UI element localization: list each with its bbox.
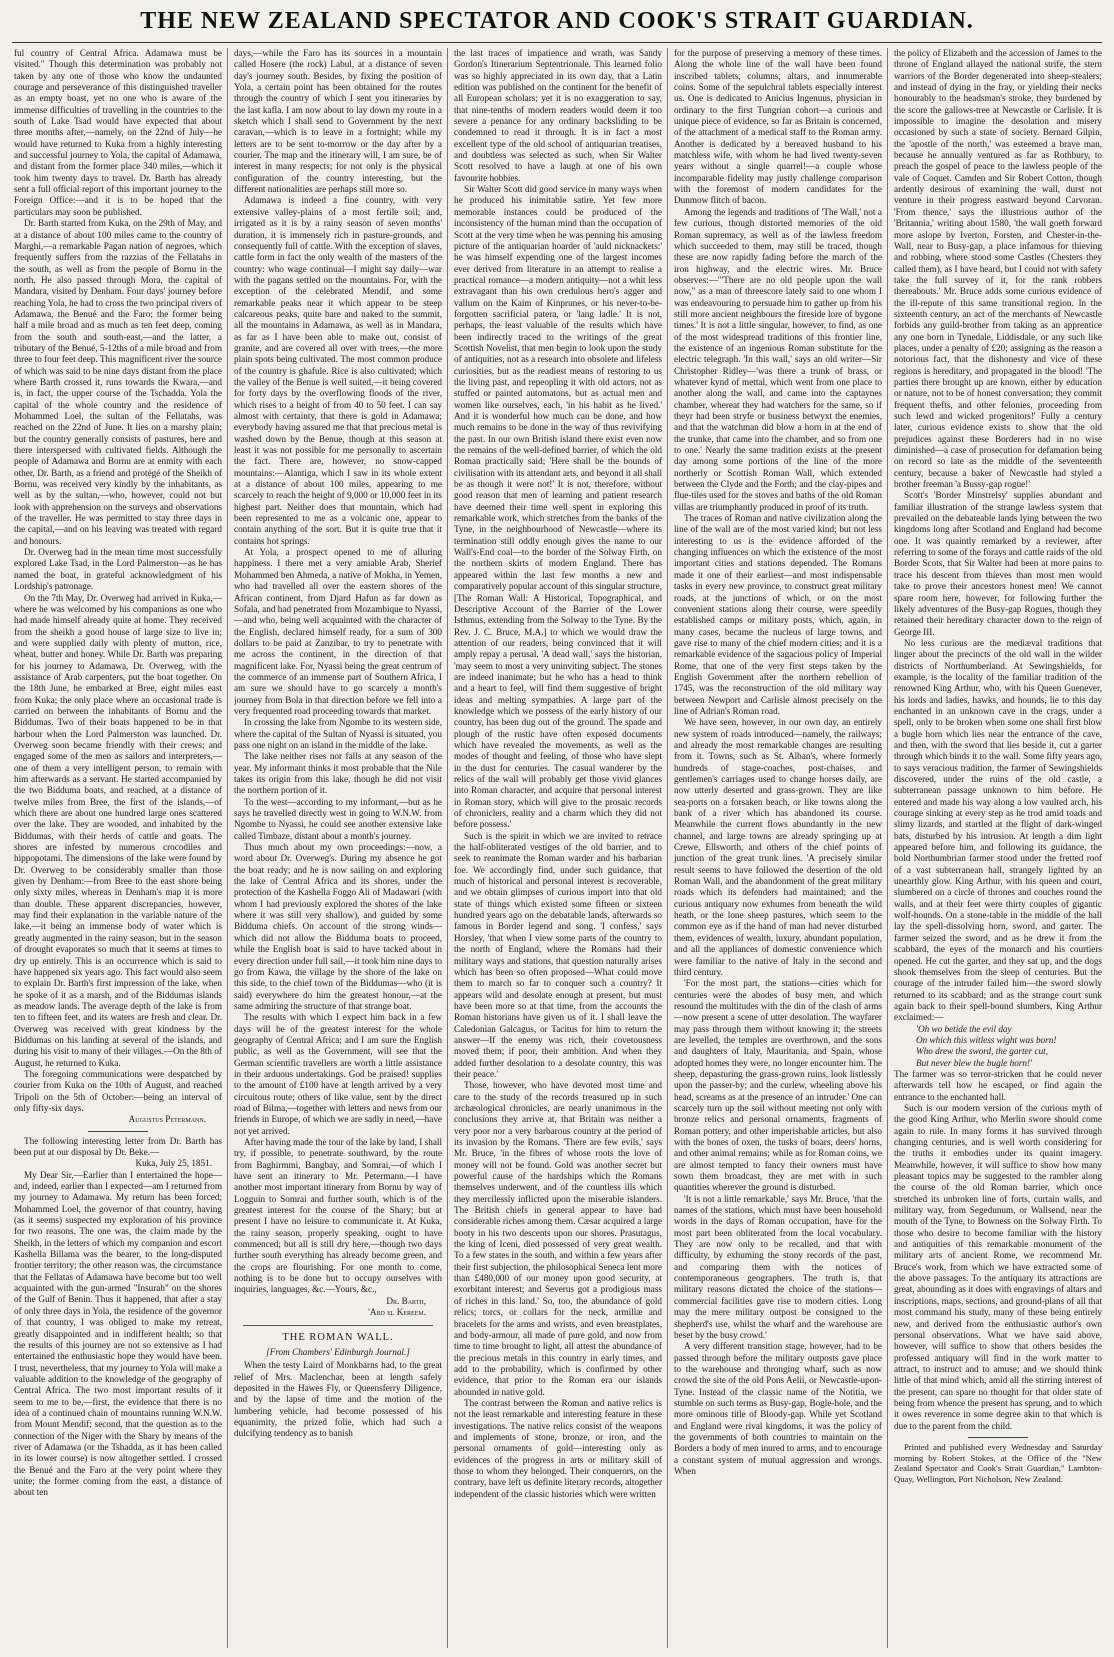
signature: Augustus Petermann.: [128, 1114, 206, 1125]
paragraph: To the west—according to my informant,—but as he says he travelled directly west in going to W.N.W. from Ngombe to Nyassi, he could see another extensive lake called Timbaze, distant about a month's journey.: [234, 796, 442, 841]
paragraph: After having made the tour of the lake by land, I shall try, if possible, to penetrate southward, by the route from Baghirmmi, Bangbay, and Somrai,—of which I have sent an itinerary to Mr. Petermann.—I have another most important itinerary from Bornu by way of Logguin to Somrai and further south, which is of the greatest interest for the course of the Shary; but at present I have no leisure to communicate it. At Kuka, the rainy season, properly speaking, ought to have commenced; but all is still dry here,—though two days further south everything has already become green, and the crops are flourishing. For one month to come, nothing is to be done but to occupy ourselves with inquiries, languages, &c.—Yours, &c.,: [234, 1137, 442, 1295]
column-4: [674, 48, 882, 1648]
paragraph: Dr. Barth started from Kuka, on the 29th of May, and at a distance of about 100 miles came to the country of Marghi,—a remarkable Pagan nation of negroes, which frequently suffers from the razzias of the Fellatahs in the south, as well as from the people of Bornu in the north. He also passed through Mora, the capital of Mandara, visited by Denham. Four days' journey before reaching Yola, he had to cross the two principal rivers of Adamawa, the Benué and the Faro; the former being half a mile broad and as much as ten feet deep, coming from the south and south-east,—and the latter, a tributary of the Benué, 5-12ths of a mile broad and from three to four feet deep. This magnificent river the source of which was said to be nine days distant from the place where Barth crossed it, runs towards the Kwara,—and is, in fact, the upper course of the Tschadda. Yola the capital of the whole country and the residence of Mohammed Loel, the sultan of the Fellatahs, was reached on the 22nd of June. It lies on a marshy plain; but the country generally consists of pastures, here and there interspersed with cultivated fields. Although the people of Adamawa and Bornu are at enmity with each other, Dr. Barth, as a friend and protégé of the Sheikh of Bornu, was received very kindly by the inhabitants, as well as by the sultan,—who, however, could not but look with apprehension on the surveys and observations of the traveller. He was permitted to stay three days in the capital,—and on his leaving was treated with regard and honours.: [14, 218, 222, 546]
column-divider: [227, 48, 228, 1648]
paragraph: Such is our modern version of the curious myth of the good King Arthur, who Merlin swore should come again to rule. In many forms it has survived through changing centuries, and is well worth considering for the truths it embodies under its quaint imagery. Meanwhile, however, it will suffice to show how many pleasant topics may be suggested to the rambler along the course of the old Roman barrier, which once stretched its unbroken line of forts, curtain walls, and military way, from Segedunum, or Wallsend, near the mouth of the Tyne, to Bowness on the Solway Firth. To those who desire to become familiar with the history and antiquities of this remarkable monument of the military arts of ancient Rome, we recommend Mr. Bruce's work, from which we have extracted some of the above passages. To the antiquary its attractions are great, abounding as it does with engravings of altars and inscriptions, maps, sections, and ground-plans of all that most command his study, many of these being entirely new, and derived from the enthusiastic author's own personal observations. What we have said above, however, will suffice to show that others besides the professed antiquary will find in the work matter to attract, to instruct and to amuse; and we should think little of that mind which, amid all the stirring interest of the present, can spare no thought for that older state of being from whence the present has sprung, and to which it owes reverence in some degree akin to that which is due to the parent from the child.: [894, 1102, 1102, 1431]
paragraph: Such is the spirit in which we are invited to retrace the half-obliterated vestiges of the old barrier, and to seek to reanimate the Roman warder and his barbarian foe. We accordingly find, under such guidance, that much of historical and personal interest is recoverable, and we obtain glimpses of curious import into that old state of things which existed some fifteen or sixteen hundred years ago on the debatable lands, afterwards so famous in Border legend and song. 'I confess,' says Horsley, 'that when I view some parts of the country to the north of England, where the Romans had their military ways and stations, that question naturally arises which has been so often proposed—What could move them to march so far to conquer such a country? It appears wild and desolate enough at present, but must have been more so at that time, from the accounts the Roman historians have given us of it. I shall leave the Caledonian Galcagus, or Tacitus for him to return the answer—If the enemy was rich, their covetousness moved them; if poor, their ambition. And when they added further desolation to a desolate country, this was their peace.': [454, 830, 662, 1079]
paragraph: The traces of Roman and native civilization along the line of the wall are of the most varied kind; but not less interesting to us is the evidence afforded of the changing influences on which the existence of the most important cities and stations depended. The Romans made it one of their earliest—and most indispensable tasks in every new province, to construct great military roads, at the junctions of which, or on the most convenient stations along their course, were speedily established camps or military posts, which, again, in many cases, became the nucleus of large towns, and gave rise to many of the chief modern cities; and it is a remarkable evidence of the sagacious policy of Imperial Rome, that one of the very first steps taken by the English Government after the northern rebellion of 1745, was the reconstruction of the old military way between Newport and Carlisle almost precisely on the line of Adrian's Roman road.: [674, 513, 882, 716]
section-rule: [88, 1131, 148, 1132]
paragraph: days,—while the Faro has its sources in a mountain called Hosere (the rock) Labul, at a distance of seven day's journey south. Besides, by fixing the position of Yola, a certain point has been obtained for the routes through the country of which I sent you itineraries by the last kafla. I am now about to lay down my route in a sketch which I shall send to Government by the next caravan,—which is to leave in a fortnight; while my letters are to be sent to-morrow or the day after by a courier. The map and the itinerary will, I am sure, be of interest in many respects; for not only is the physical configuration of the country interesting, but the different nationalities are perhaps still more so.: [234, 48, 442, 195]
column-2: [234, 48, 442, 1648]
verse-line: 'Oh wo betide the evil day: [916, 1023, 1012, 1034]
paragraph: Dr. Overweg had in the mean time most successfully explored Lake Tsad, in the Lord Palmerston—as he has named the boat, in grateful acknowledgment of his Lordship's patronage.: [14, 547, 222, 592]
section-rule: [243, 1325, 433, 1326]
paragraph: The results with which I expect him back in a few days will be of the greatest interest for the whole geography of Central Africa; and I am sure the English public, as well as the Government, will see that the German scientific travellers are worth a little assistance in their arduous undertakings. God be praised! supplies to the amount of £100 have at length arrived by a very circuitous route; others of like value, sent by the direct road of Bilma,—together with letters and news from our friends in Europe, of which we are sadly in need,—have not yet arrived.: [234, 1012, 442, 1136]
paragraph: We have seen, however, in our own day, an entirely new system of roads introduced—namely, the railways; and already the most remarkable changes are resulting from it. Towns, such as St. Alban's, where formerly hundreds of stage-coaches, post-chaises, and gentlemen's carriages used to change horses daily, are now utterly deserted and grass-grown. They are like sea-ports on a forsaken beach, or like towns along the bank of a river which has abandoned its course. Meanwhile the current flows abundantly in the new channel, and large towns are already springing up at Crewe, Ellsworth, and others of the chief points of junction of the great trunk lines. 'A precisely similar result seems to have followed the desertion of the old Roman Wall, and the abandonment of the great military roads which its defenders had maintained; and the curious antiquary now exhumes from beneath the wild heath, or the lone sheep pastures, which seem to the common eye as if the hand of man had never disturbed them, evidences of wealth, luxury, abundant population, and all the appliances of domestic convenience which were familiar to the native of Italy in the second and third century.: [674, 717, 882, 977]
column-1: [14, 48, 222, 1648]
article-source: [From Chambers' Edinburgh Journal.]: [266, 1346, 410, 1357]
paragraph: 'It is not a little remarkable,' says Mr. Bruce, 'that the names of the stations, which must have been household words in the days of Roman occupation, have for the most part been obliterated from the local vocabulary. They are now only to be recalled, and that with difficulty, by exhuming the stony records of the past, and comparing them with the notices of contemporaneous geographers. The truth is, that military reasons dictated the choice of the stations—commercial facilities gave rise to modern cities. Long may the mere military outpost be consigned to the shepherd's use, whilst the wharf and the warehouse are beset by the busy crowd.': [674, 1193, 882, 1340]
paragraph: Scott's 'Border Minstrelsy' supplies abundant and familiar illustration of the strange lawless system that prevailed on the debateable lands lying between the two kingdoms long after Scotland and England had become one. It was quaintly remarked by a reviewer, after referring to some of the forays and cattle raids of the old Border Scots, that Sir Walter had been at more pains to trace his descent from thieves than most men would take to prove their ancestors honest men! We cannot spare room here, however, for following further the likely adventures of the Busy-gap Rogues, though they retained their hereditary character down to the reign of George III.: [894, 490, 1102, 637]
imprint: Printed and published every Wednesday and Saturday morning by Robert Stokes, at the Office of the "New Zealand Spectator and Cook's Strait Guardian," Lambton-Quay, Wellington, Port Nicholson, New Zealand.: [894, 1441, 1102, 1484]
verse-line: But never blew the bugle horn!': [916, 1057, 1033, 1068]
verse-line: Who drew the sword, the garter cut,: [916, 1046, 1049, 1057]
column-divider: [887, 48, 888, 1648]
paragraph: The contrast between the Roman and native relics is not the least remarkable and interesting feature in these investigations. The native relics consist of the weapons and implements of stone, bronze, or iron, and the personal ornaments of gold—interesting only as evidences of the progress in arts or military skill of those to whom they belonged. Their conquerors, on the contrary, have left us definite literary records, altogether independent of the classic histories which were written: [454, 1397, 662, 1499]
column-5: [894, 48, 1102, 1648]
section-rule: [968, 1437, 1028, 1438]
paragraph: the policy of Elizabeth and the accession of James to the throne of England allayed the national strife, the stern warriors of the Border degenerated into sheep-stealers; and instead of dying in the fray, or yielding their necks honourably to the headsman's stroke, they burdened by the score the gallows-tree at Newcastle or Carlisle. It is impossible to imagine the desolation and misery occasioned by such a state of society. Bernard Gilpin, the 'apostle of the north,' was esteemed a brave man, because he annually ventured as far as Rothbury, to preach the gospel of peace to the lawless people of the vale of Coquet. Camden and Sir Robert Cotton, though ardently desirous of examining the wall, durst not venture in their progress eastward beyond Carvoran. 'From thence,' says the illustrious author of the 'Britannia,' writing about 1580, 'the wall goeth forward more aslope by Iverton, Forsten, and Chester-in-the-Wall, near to Busy-gap, a place infamous for thieving and robbing, where stood some Castles (Chesters they called them), as I have heard, but I could not with safety take the full survey of it, for the rank robbers thereabouts.' Mr. Bruce adds some curious evidence of the ill-repute of this same transitional region. In the sixteenth century, an act of the merchants of Newcastle forbids any guild-brother from taking as an apprentice any one born in Tynedale, Liddisdale, or any such like places, under a penalty of £20; assigning as the reason a notorious fact, that the dishonesty and vice of these regions is hereditary, and propagated in the blood! 'The parties there brought up are known, either by education or nature, not to be of honest conversation; they commit frequent thefts, and other felonies, proceeding from such lewd and wicked progenitors!' Fully a century later, curious evidence exists to show that the old prejudices against these Borderers had in no wise diminished—a case of prosecution for defamation being on record so late as the middle of the seventeenth century, because a baker of Newcastle had styled a brother freeman 'a Bussy-gap rogue!': [894, 48, 1102, 490]
paragraph: for the purpose of preserving a memory of these times. Along the whole line of the wall have been found inscribed tablets, columns, altars, and innumerable coins. Some of the sepulchral tablets especially interest us. One is dedicated to Anicius Ingenuus, physician in ordinary to the first Tungrian cohort—a curious and unique piece of evidence, so far as Britain is concerned, of the attachment of a medical staff to the Roman army. Another is dedicated by a bereaved husband to his matchless wife, with whom he had lived twenty-seven years without a single quarrel!—a couple whose incomparable fidelity may justly challenge comparison with the foremost of modern candidates for the Dunmow flitch of bacon.: [674, 48, 882, 206]
column-divider: [667, 48, 668, 1648]
signature: 'Abd el Kereem.: [368, 1307, 426, 1318]
column-3: [454, 48, 662, 1648]
paragraph: My Dear Sir,—Earlier than I entertained the hope—and, indeed, earlier than I expected—am I returned from my journey to Adamawa. My return has been forced; Mohammed Loel, the governor of that country, having (as it seems) suspected my exploration of his province for two reasons. The one was, the claim made by the Sheikh, in the letters of which my companion and escort Kashella Billama was the bearer, to the long-disputed frontier territory; the other reason was, the circumstance that the Fellatas of Adamawa have become but too well acquainted with the gun-armed "Insurah" on the shores of the Gulf of Benin. Thus it happened, that after a stay of only three days in Yola, the residence of the governor of that country, I was obliged to make my retreat, greatly disappointed and in indifferent health; so that the results of this journey are not so extensive as I had entertained the enthusiastic hope they would have been. I trust, nevertheless, that my journey to Yola will make a valuable addition to the knowledge of the geography of Central Africa. The two most important results of it seem to me to be,—first, the evidence that there is no idea of a continued chain of mountains running W.N.W. from Mount Mendif; second, that the question as to the connection of the Niger with the Shary by means of the river of Adamawa (or the Tshadda, as it has been called in its lower course) is now altogether settled. I crossed the Benué and the Faro at the very point where they unite; the former coming from the east, a distance of about ten: [14, 1169, 222, 1498]
paragraph: When the testy Laird of Monkbarns had, to the great relief of Mrs. Maclenchar, been at length safely deposited in the Hawes Fly, or Queensferry Diligence, and by the lapse of time and the motion of the lumbering vehicle, had become possessed of his equanimity, the prized folie, which had such a dulcifying tendency as to banish: [234, 1360, 442, 1439]
letter-dateline: Kuka, July 25, 1851.: [135, 1158, 212, 1169]
signature: Dr. Barth,: [386, 1295, 426, 1306]
paragraph: The lake neither rises nor falls at any season of the year. My informant thinks it most probable that the Nile takes its origin from this lake, though he did not visit the northern portion of it.: [234, 751, 442, 796]
paragraph: On the 7th May, Dr. Overweg had arrived in Kuka,—where he was welcomed by his companions as one who had made himself already quite at home. They received from the sheikh a good house of large size to live in; and were supplied daily with plenty of mutton, rice, wheat, butter and honey. While Dr. Barth was preparing for his journey to Adamawa, Dr. Overweg, with the assistance of Arab carpenters, put the boat together. On the 18th June, he embarked at Bree, eight miles east from Kuka; the only place where an occasional trade is carried on between the inhabitants of Bornu and the Biddumas. Two of their boats happened to be in that harbour when the Lord Palmerston was launched. Dr. Overweg soon became friendly with their crews; and engaged some of the men as sailors and interpreters,—one of them a very intelligent person, to remain with him afterwards as a servant. He started accompanied by the two Bidduma boats, and reached, at a distance of twelve miles from Bree, the first of the islands,—of which there are about one hundred large ones scattered over the lake. They are wooded, and inhabited by the Biddumas, with their herds of cattle and goats. The shores are infested by numerous crocodiles and hippopotami. The dimensions of the lake were found by Dr. Overweg to be considerably smaller than those given by Denham:—from Bree to the east shore being only sixty miles, whereas in Denham's map it is more than double. These apparent discrepancies, however, may find their explanation in the variable nature of the lake,—it being an immense body of water which is greatly augmented in the rainy season, but in the season of drought evaporates so much that it seems at times to dry up entirely. This is an occurrence which is said to have happened six years ago. This fact would also seem to explain Dr. Barth's first impression of the lake, when he spoke of it as a marsh, and of the Biddumas islands as meadow lands. The average depth of the lake is from ten to fifteen feet, and its waters are fresh and clear. Dr. Overweg was received with great kindness by the Biddumas on his landing at several of the islands, and during his visit to many of their villages.—On the 8th of August, he returned to Kuka.: [14, 592, 222, 1068]
article-title: THE ROMAN WALL.: [282, 1331, 394, 1343]
paragraph: 'For the most part, the stations—cities which for centuries were the abodes of busy men, and which resound the multitudes with the din of the clash of arms—now present a scene of utter desolation. The wayfarer may pass through them without knowing it; the streets are levelled, the temples are overthrown, and the sons and daughters of Italy, Mauritania, and Spain, whose adopted homes they were, no longer encounter him. The sheep, depasturing the grass-grown ruins, look listlessly upon the passer-by; and the curlew, wheeling above his head, screams as at the presence of an intruder.' One can scarcely turn up the soil without meeting not only with bronze relics and personal ornaments, fragments of Roman pottery, and other imperishable articles, but also with the bones of oxen, the tusks of boars, deers' horns, and other animal remains; while as for Roman coins, we are almost tempted to fancy their owners must have sown them broadcast, they are met with in such quantities wherever the ground is disturbed.: [674, 978, 882, 1193]
paragraph: Those, however, who have devoted most time and care to the study of the records treasured up in such archæological chronicles, are nearly unanimous in the conclusions they arrive at, that Britain was neither a very poor nor a very barbarous country at the period of its invasion by the Romans. 'There are few evils,' says Mr. Bruce, 'in the fibres of whose roots the love of money will not be found. Gold was another secret but powerful cause of the hardships which the Romans themselves underwent, and of the countless ills which they mercilessly inflicted upon the miserable islanders. The British chiefs in general appear to have had considerable riches among them. Cæsar acquired a large booty in his two descents upon our shores. Prasutagus, the king of Iceni, died possessed of very great wealth. To a few states in the south, and within a few years after their first subjection, the philosophical Seneca lent more than £480,000 of our money upon good security, at exorbitant interest; and Severus got a prodigious mass of riches in this land.' So, too, the abundance of gold relics; torcs, or collars for the neck, armillæ and bracelets for the arms and wrists, and even breastplates, and body-armour, all made of pure gold, and now from time to time brought to light, all attest the abundance of the precious metals in this country in early times, and add to the probability, which is confirmed by other evidence, that prior to the Roman era our islands abounded in native gold.: [454, 1080, 662, 1397]
masthead: THE NEW ZEALAND SPECTATOR AND COOK'S STRAIT GUARDIAN.: [140, 8, 974, 34]
paragraph: A very different transition stage, however, had to be passed through before the military outposts gave place to the warehouse and thronging wharf, such as now crowd the site of the old Pons Aelii, or Newcastle-upon-Tyne. Instead of the classic name of the Notitia, we stumble on such terms as Busy-gap, Bogle-hole, and the more ominous title of Bloody-gap. While yet Scotland and England were rival kingdoms, it was the policy of the governments of both countries to maintain on the Borders a body of men inured to arms, and to encourage a constant system of mutual aggression and wrongs. When: [674, 1341, 882, 1476]
paragraph: the last traces of impatience and wrath, was Sandy Gordon's Itinerarium Septentrionale. This learned folio was so highly appreciated in its own day, that a Latin edition was published on the continent for the benefit of all European scholars; yet it is no exaggeration to say, that nine-tenths of modern readers would deem it too severe a penance for any ordinary backsliding to be condemned to read it through. It is in fact a most excellent type of the old school of antiquarian treatises, and doubtless was selected as such, when Sir Walter Scott resolved to have a laugh at one of his own favourite hobbies.: [454, 48, 662, 183]
paragraph: At Yola, a prospect opened to me of alluring happiness. I there met a very amiable Arab, Sherief Mohammed ben Ahmeda, a native of Mokha, in Yemen, who had travelled all over the eastern shores of the African continent, from Djard Hafun as far down as Sofala, and had penetrated from Mozambique to Nyassi,—and who, being well acquainted with the character of the English, declared himself ready, for a sum of 300 dollars to be paid at Zanzibar, to try to penetrate with me across the continent, in the direction of that magnificent lake. For, Nyassi being the great centrum of the commerce of an immense part of Southern Africa, I am sure we should have to go scarcely a month's journey from Bola in that direction before we fell into a very frequented road proceeding towards that market.: [234, 547, 442, 716]
masthead-rule: [12, 42, 1102, 43]
letter-intro: The following interesting letter from Dr. Barth has been put at our disposal by Dr. Beke.—: [14, 1135, 222, 1157]
paragraph: The farmer was so terror-stricken that he could never afterwards tell how he escaped, or find again the entrance to the enchanted hall.: [894, 1068, 1102, 1102]
paragraph: Thus much about my own proceedings:—now, a word about Dr. Overweg's. During my absence he got the boat ready; and he is now sailing on and exploring the lake of Central Africa and its shores, under the protection of the Kashella Foggo Ali of Madawari (with whom I had previously explored the shores of the lake where it was still very shallow), and guided by some Bidduma chiefs. On account of the strong winds—which did not allow the Bidduma boats to proceed, while the English boat is said to have tacked about in every direction under full sail,—it took him nine days to go from Kawa, the village by the shore of the lake on this side, to the chief town of the Biddumas—who (it is said) everywhere do him the greatest honour,—at the same admiring the structure of that strange boat.: [234, 842, 442, 1011]
verse-line: On which this witless wight was born!: [916, 1034, 1057, 1045]
paragraph: Adamawa is indeed a fine country, with very extensive valley-plains of a most fertile soil; and, irrigated as it is by a rainy season of seven months' duration, it is immensely rich in pasture-grounds, and consequently full of cattle. With the exception of slaves, cattle form in fact the only wealth of the masters of the country: who wage continual—I might say daily—war with the pagans settled on the mountains. For, with the exception of the celebrated Mendif, and some remarkable peaks near it which appear to be steep calcareous peaks, quite bare and naked to the summit, all the mountains in Adamawa, as well as in Mandara, as far as I have been able to make out, consist of granite, and are covered all over with trees,—the more plain spots being cultivated. The most common produce of the country is ghafule. Rice is also cultivated; which the valley of the Benue is well suited,—it being covered for forty days by the overflowing floods of the river, which rises to a height of from 40 to 50 feet. I can say almost with certainty, that there is gold in Adamawa; everybody having assured me that that precious metal is washed down by the Benue, though at this season at least it was not possible for me personally to ascertain the fact. There are, however, no snow-capped mountains:—Alantiga, which I saw in its whole extent at a distance of about 100 miles, appearing to me scarcely to reach the height of 9,000 or 10,000 feet in its highest part. Neither does that mountain, which had been represented to me as a volcanic one, appear to contain anything of the sort. But it is quite true that it contains hot springs.: [234, 195, 442, 546]
column-divider: [447, 48, 448, 1648]
paragraph: No less curious are the mediæval traditions that linger about the precincts of the old wall in the wilder districts of Northumberland. At Sewingshields, for example, is the locality of the familiar tradition of the renowned King Arthur, who, with his Queen Guenever, his lords and ladies, hawks, and hounds, lie to this day enchanted in an unknown cave in the crags, under a spell, only to be broken when some one shall first blow a bugle horn which lies near the entrance of the cave, and then, with the sword that lies beside it, cut a garter through which binds it to the wall. Some fifty years ago, to says veracious tradition, the farmer of Sewingshields discovered, under the ruins of the old castle, a subterranean passage unknown to him before. He entered and made his way along a low vaulted arch, his courage sinking at every step as he trod amid toads and slimy lizards, and startled at the flight of dark-winged bats, disturbed by his intrusion. At length a dim light appeared before him, and following its guidance, the bold Northumbrian farmer stood under the fretted roof of a vast subterranean hall, strangely lighted by an unearthly glow. King Arthur, with his queen and court, slumbered on a circle of thrones and couches round the walls, and at their feet were thirty couples of gigantic wolf-hounds. On a stone-table in the middle of the hall lay the spell-dissolving horn, sword, and garter. The farmer seized the sword, and as he drew it from the scabbard, the eyes of the monarch and his courtiers opened. He cut the garter, and they sat up, and the dogs shook themselves from the sleep of centuries. But the courage of the intruder failed him—the sword slowly returned to its scabbard; and as the strange court sunk again back to their spell-bound slumbers, King Arthur exclaimed:—: [894, 637, 1102, 1023]
paragraph: In crossing the lake from Ngombe to its western side, where the capital of the Sultan of Nyassi is situated, you pass one night on an island in the middle of the lake.: [234, 717, 442, 750]
paragraph: The foregoing communications were despatched by courier from Kuka on the 10th of August, and reached Tripoli on the 5th of October:—being an interval of only fifty-six days.: [14, 1068, 222, 1113]
paragraph: Sir Walter Scott did good service in many ways when he produced his inimitable satire. Yet few more memorable instances could be produced of the inconsistency of the human mind than the occupation of Scott at the very time when he was penning his amusing picture of the antiquarian hoarder of 'auld nicknackets:' he was himself expending one of the largest incomes ever derived from literature in an attempt to realise a practical romance—a modern antiquity—not a whit less extravagant than his own credulous hero's agger and vallum on the Kaim of Kinprunes, or his never-to-be-forgotten sacrificial patera, or 'lang ladle.' It is not, perhaps, the least valuable of the results which have been indirectly traced to the writings of the great Scottish Novelist, that men begin to look upon the study of antiquities, not as a research into obsolete and lifeless curiosities, but as the readiest means of restoring to us the living past, and repeopling it with old actors, not as stuffed or painted automatons, but as actual men and women like ourselves, each, 'in his habit as he lived.' And it is wonderful how much can be done, and how much remains to be done in the way of thus revivifying the past. In our own British island there exist even now the remains of the well-defined barrier, of which the old Roman practically said; 'Here shall be the bounds of civilisation with its attendant arts, and beyond it all shall be as though it were not!' It is not, therefore, without good reason that men of learning and patient research have deemed their time well spent in exploring this remarkable work, which stretches from the banks of the Tyne, in the neighbourhood of Newcastle—where its termination still oddly enough gives the name to our Wall's-End coal—to the border of the Solway Firth, on the northern skirts of modern England. There has appeared within the last few months a new and comparatively popular account of this singular structure, [The Roman Wall: A Historical, Topographical, and Descriptive Account of the Barrier of the Lower Isthmus, extending from the Solway to the Tyne. By the Rev. J. C. Bruce, M.A.] to which we would draw the attention of our readers, being convinced that it will amply repay a perusal. 'A dead wall,' says the historian, 'may seem to most a very uninviting subject. The stones are indeed inanimate; but he who has a head to think and a heart to feel, will find them suggestive of bright ideas and melting sympathies. A large part of the knowledge which we possess of the early history of our country, has been dug out of the ground. The spade and plough of the rustic have often exposed documents which have revealed the movements, as well as the modes of thought and feeling, of those who have slept in the dust for centuries. The casual wanderer by the relics of the wall will probably get those vivid glances into Roman character, and acquire that personal interest in Roman story, which will give to the prosaic records of chroniclers, reality and a charm which they did not before possess.': [454, 184, 662, 830]
paragraph: Among the legends and traditions of 'The Wall,' not a few curious, though distorted memories of the old Roman supremacy, as well as of the lawless freedom which succeeded to them, may still be traced, though these are now rapidly fading before the march of the iron highway, and the electric wires. Mr. Bruce observes:—'"There are no old people upon the wall now," as a man of threescore lately said to one whom I was endeavouring to persuade him to gather up from his still more ancient neighbours the fireside lore of bygone times.' It is not a little singular, however, to find, as one of the most widespread traditions of this frontier line, the existence of an ingenious Roman substitute for the electric telegraph. 'In this wall,' says an old writer—Sir Christopher Ridley—'was there a trunk of brass, or whatever kynd of mettal, which went from one place to another along the wall, and came into the captaynes chamber, whereat they had watchers for the same, so if theyr had been stryfe or business betwyxt the enemies, and that the watchman did blow a horn in at the end of the trunke, that came into the chamber, and so from one to one.' Nearly the same tradition exists at the present day among some portions of the line of the more northerly or Scottish Roman Wall, which extended between the Clyde and the Forth; and the clay-pipes and flue-tiles used for the stoves and baths of the old Roman villas are triumphantly produced in proof of its truth.: [674, 206, 882, 512]
paragraph: ful country of Central Africa. Adamawa must be visited." Though this determination was probably not taken by any one of those who know the undaunted courage and perseverance of this distinguished traveller as an empty boast, yet no one who is aware of the immense difficulties of travelling in the countries to the south of Lake Tsad would have expected that about three months after,—namely, on the 22nd of July—he would have returned to Kuka from a highly interesting and successful journey to Yola, the capital of Adamawa, and distant from the former place 340 miles,—which it took him twenty days to travel. Dr. Barth has already sent a full official report of this important journey to the Foreign Office:—and it is to be hoped that the particulars may soon be published.: [14, 48, 222, 217]
